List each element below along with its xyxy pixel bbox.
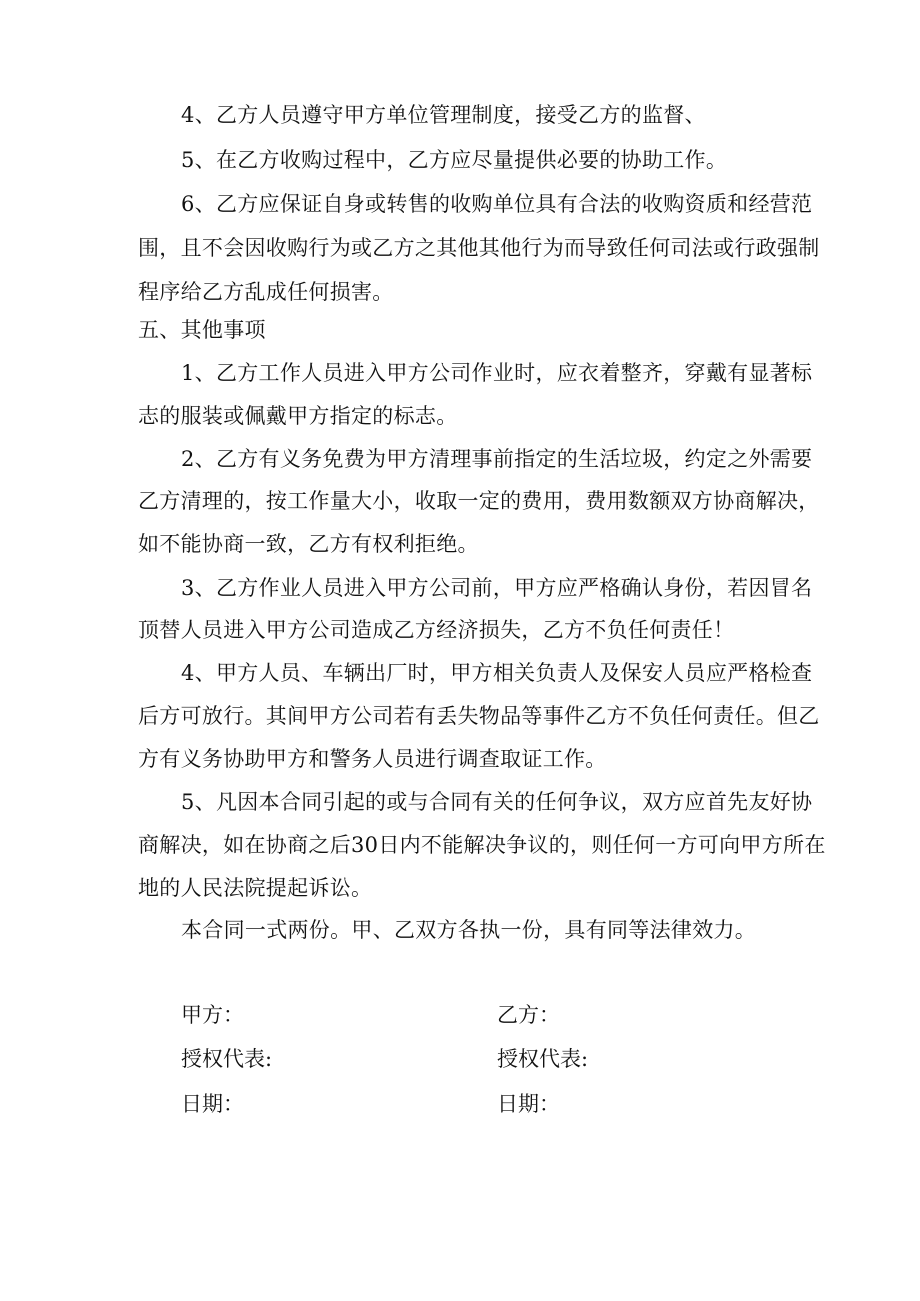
party-b-label: 乙方： [497,1003,560,1027]
other-item-3-line-1: 3、乙方作业人员进入甲方公司前，甲方应严格确认身份，若因冒名 [181,576,813,600]
party-b-date-label: 日期： [497,1092,560,1116]
other-item-4-line-1: 4、甲方人员、车辆出厂时，甲方相关负责人及保安人员应严格检查 [181,661,813,685]
clause-4-line-1: 4、乙方人员遵守甲方单位管理制度，接受乙方的监督、 [181,103,706,127]
other-item-2-line-3: 如不能协商一致，乙方有权利拒绝。 [138,532,479,556]
contract-copies-statement: 本合同一式两份。甲、乙双方各执一份，具有同等法律效力。 [181,918,757,942]
other-item-1-line-2: 志的服装或佩戴甲方指定的标志。 [138,404,458,428]
other-item-5-line-3: 地的人民法院提起诉讼。 [138,876,373,900]
section-5-heading: 五、其他事项 [138,318,266,342]
party-a-date-label: 日期： [181,1092,244,1116]
clause-6-line-2: 围，且不会因收购行为或乙方之其他其他行为而导致任何司法或行政强制 [138,236,820,260]
other-item-5-line-1: 5、凡因本合同引起的或与合同有关的任何争议，双方应首先友好协 [181,790,813,814]
clause-5-line-1: 5、在乙方收购过程中，乙方应尽量提供必要的协助工作。 [181,148,728,172]
other-item-2-line-1: 2、乙方有义务免费为甲方清理事前指定的生活垃圾，约定之外需要 [181,447,813,471]
clause-6-line-3: 程序给乙方乱成任何损害。 [138,280,394,304]
other-item-5-line-2: 商解决，如在协商之后30日内不能解决争议的，则任何一方可向甲方所在 [138,833,826,857]
party-b-representative-label: 授权代表: [497,1047,589,1071]
other-item-2-line-2: 乙方清理的，按工作量大小，收取一定的费用，费用数额双方协商解决， [138,489,820,513]
party-a-label: 甲方： [181,1003,244,1027]
other-item-1-line-1: 1、乙方工作人员进入甲方公司作业时，应衣着整齐，穿戴有显著标 [181,361,813,385]
clause-6-line-1: 6、乙方应保证自身或转售的收购单位具有合法的收购资质和经营范 [181,192,813,216]
other-item-4-line-3: 方有义务协助甲方和警务人员进行调查取证工作。 [138,747,607,771]
other-item-4-line-2: 后方可放行。其间甲方公司若有丢失物品等事件乙方不负任何责任。但乙 [138,704,820,728]
other-item-3-line-2: 顶替人员进入甲方公司造成乙方经济损失，乙方不负任何责任！ [138,618,735,642]
party-a-representative-label: 授权代表: [181,1047,273,1071]
